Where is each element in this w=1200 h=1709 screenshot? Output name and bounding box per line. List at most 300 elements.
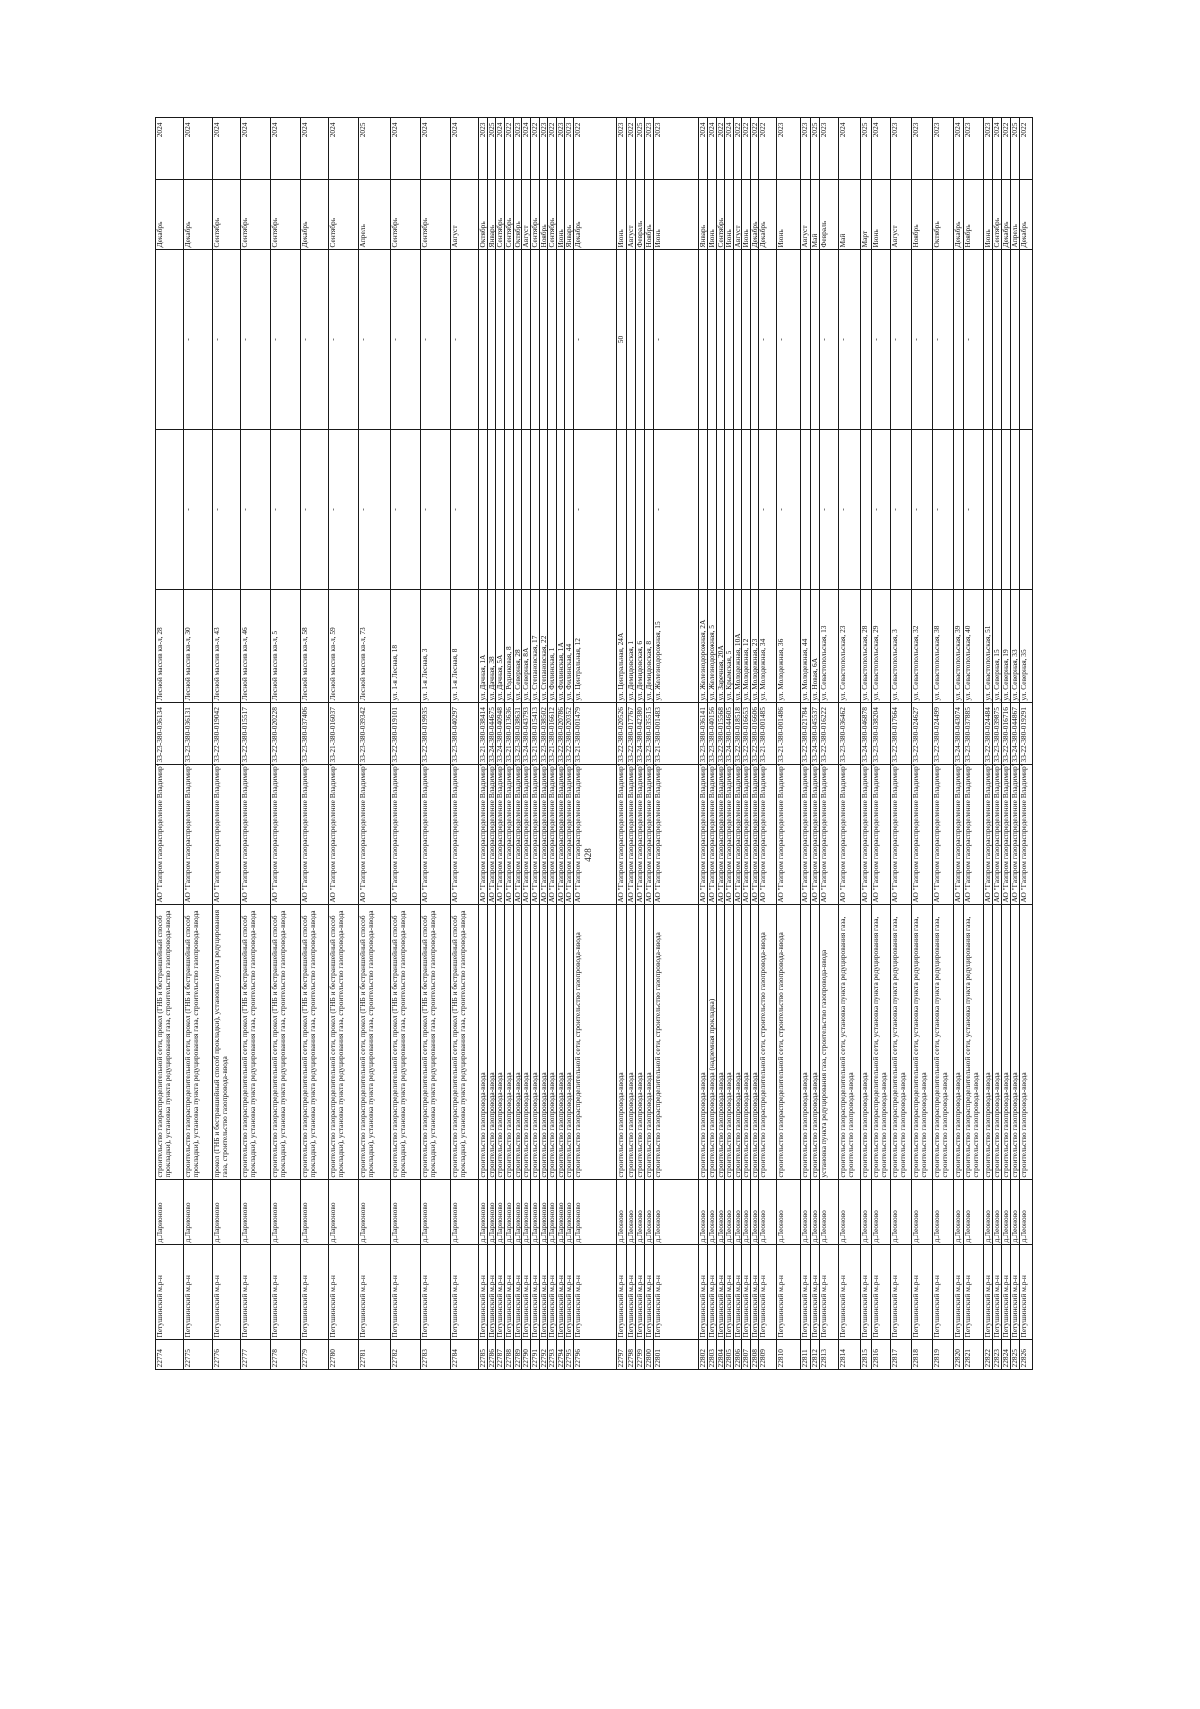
row-number <box>271 1340 301 1370</box>
month-cell <box>391 180 421 250</box>
organization-cell <box>451 765 479 905</box>
note-cell-b <box>548 250 557 430</box>
works-cell-text: строительство газопровода-ввода <box>530 1072 539 1178</box>
works-cell <box>184 905 213 1180</box>
district-cell <box>1020 1245 1033 1340</box>
note-cell-b <box>241 250 271 430</box>
organization-cell-text: АО "Газпром газораспределение Владимир" <box>539 763 548 903</box>
note-cell-a <box>759 430 777 590</box>
organization-cell-text: АО "Газпром газораспределение Владимир" <box>741 763 750 903</box>
note-cell-b <box>271 250 301 430</box>
note-cell-b <box>617 250 627 430</box>
district-cell-text: Петушинский м.р-н <box>953 1275 962 1338</box>
month-cell-text: Март <box>860 230 869 248</box>
organization-cell <box>933 765 954 905</box>
organization-cell-text: АО "Газпром газораспределение Владимир" <box>513 763 522 903</box>
address-cell-text: ул. Молодежная, 34 <box>758 638 767 701</box>
note-cell-a-text: - <box>573 508 582 511</box>
row-number-text: 22782 <box>390 1349 399 1368</box>
organization-cell <box>391 765 421 905</box>
row-number-text: 22806 <box>733 1349 742 1368</box>
year-cell-text: 2024 <box>992 122 1001 138</box>
month-cell-text: Июнь <box>653 229 662 248</box>
note-cell-a-text <box>617 432 626 588</box>
year-cell <box>156 118 184 180</box>
settlement-cell-text: д.Леоново <box>698 1210 707 1243</box>
works-cell-text: строительство газопровода-ввода <box>1001 1072 1010 1178</box>
settlement-cell-text: д.Леоново <box>838 1210 847 1243</box>
organization-cell-text: АО "Газпром газораспределение Владимир" <box>547 763 556 903</box>
organization-cell <box>759 765 777 905</box>
district-cell-text: Петушинский м.р-н <box>530 1275 539 1338</box>
cadastral-number-cell-text: 33-23-380-038204 <box>871 707 880 763</box>
row-number-text: 22805 <box>724 1349 733 1368</box>
note-cell-b-text: - <box>420 338 429 341</box>
settlement-cell-text: д.Ларионово <box>487 1202 496 1243</box>
district-cell <box>654 1245 699 1340</box>
works-cell <box>271 905 301 1180</box>
year-cell <box>213 118 241 180</box>
year-cell <box>891 118 912 180</box>
organization-cell-text: АО "Газпром газораспределение Владимир" <box>300 763 309 903</box>
note-cell-b-text: - <box>890 338 899 341</box>
address-cell-text: ул. Севастопольская, 13 <box>819 625 828 701</box>
organization-cell-text: АО "Газпром газораспределение Владимир" <box>750 763 759 903</box>
note-cell-a-text <box>505 432 513 588</box>
year-cell-text: 2024 <box>450 122 459 138</box>
works-cell-text: строительство газопровода-ввода <box>750 1072 759 1178</box>
table-row <box>654 118 699 1370</box>
year-cell-text: 2023 <box>800 122 809 138</box>
address-cell-text: ул. Северная, 33 <box>1010 649 1019 701</box>
note-cell-a <box>1002 430 1011 590</box>
note-cell-b <box>777 250 801 430</box>
month-cell-text: Декабрь <box>1019 221 1028 248</box>
year-cell <box>1020 118 1033 180</box>
district-cell-text: Петушинский м.р-н <box>932 1275 941 1338</box>
year-cell <box>912 118 933 180</box>
month-cell-text: Сентябрь <box>716 217 725 248</box>
year-cell-text: 2025 <box>358 122 367 138</box>
note-cell-b-text: - <box>573 338 582 341</box>
month-cell-text: Декабрь <box>758 221 767 248</box>
note-cell-b <box>627 250 636 430</box>
month-cell <box>964 180 984 250</box>
row-number <box>359 1340 391 1370</box>
organization-cell-text: АО "Газпром газораспределение Владимир" <box>635 763 644 903</box>
organization-cell-text: АО "Газпром газораспределение Владимир" <box>819 763 828 903</box>
row-number-text: 22793 <box>547 1349 556 1368</box>
works-cell <box>301 905 329 1180</box>
address-cell <box>759 590 777 703</box>
year-cell-text: 2023 <box>513 122 522 138</box>
address-cell <box>574 590 617 703</box>
cadastral-number-cell-text: 33-23-380-036134 <box>155 707 164 763</box>
note-cell-b-text <box>699 252 707 428</box>
settlement-cell <box>359 1180 391 1245</box>
note-cell-a-text <box>479 432 487 588</box>
month-cell <box>156 180 184 250</box>
month-cell-text: Июнь <box>724 229 733 248</box>
year-cell-text: 2023 <box>539 122 548 138</box>
year-cell-text: 2024 <box>328 122 337 138</box>
settlement-cell-text: д.Леоново <box>860 1210 869 1243</box>
month-cell-text: Апрель <box>358 224 367 248</box>
year-cell-text: 2023 <box>653 122 662 138</box>
cadastral-number-cell-text: 33-22-380-016222 <box>819 707 828 763</box>
table-row <box>391 118 421 1370</box>
works-cell-text: строительство газопровода-ввода <box>1010 1072 1019 1178</box>
note-cell-a-text <box>645 432 653 588</box>
note-cell-a <box>801 430 811 590</box>
address-cell <box>241 590 271 703</box>
row-number-text: 22787 <box>495 1349 504 1368</box>
year-cell-text: 2022 <box>733 122 742 138</box>
works-cell-text: строительство газопровода-ввода <box>635 1072 644 1178</box>
note-cell-b-text <box>801 252 810 428</box>
note-cell-b-text: - <box>270 338 279 341</box>
note-cell-b-text <box>734 252 741 428</box>
organization-cell-text: АО "Газпром газораспределение Владимир" <box>932 763 941 903</box>
month-cell-text: Ноябрь <box>963 224 972 248</box>
note-cell-a-text <box>1011 432 1019 588</box>
table-row <box>820 118 839 1370</box>
address-cell-text: ул. Молодежная, 12 <box>741 638 750 701</box>
note-cell-a-text <box>514 432 521 588</box>
district-cell <box>777 1245 801 1340</box>
district-cell-text: Петушинский м.р-н <box>707 1275 716 1338</box>
works-cell-text: строительство газопровода-ввода <box>800 1072 809 1178</box>
note-cell-b <box>391 250 421 430</box>
month-cell-text: Декабрь <box>750 221 759 248</box>
note-cell-b-text <box>540 252 547 428</box>
address-cell <box>213 590 241 703</box>
address-cell-text: ул. Северная, 19 <box>1001 649 1010 701</box>
address-cell-text: Лесной массив кв-л, 5 <box>270 630 279 701</box>
row-number-text: 22825 <box>1010 1349 1019 1368</box>
note-cell-a-text <box>742 432 750 588</box>
note-cell-b-text <box>1020 252 1032 428</box>
table-row <box>759 118 777 1370</box>
note-cell-a-text <box>531 432 539 588</box>
settlement-cell-text: д.Леоново <box>1001 1210 1010 1243</box>
works-cell <box>451 905 479 1180</box>
table-row <box>329 118 359 1370</box>
district-cell <box>329 1245 359 1340</box>
settlement-cell <box>954 1180 964 1245</box>
organization-cell <box>912 765 933 905</box>
row-number <box>156 1340 184 1370</box>
organization-cell-text: АО "Газпром газораспределение Владимир" <box>653 763 662 903</box>
address-cell <box>912 590 933 703</box>
month-cell <box>241 180 271 250</box>
year-cell-text: 2024 <box>871 122 880 138</box>
settlement-cell <box>301 1180 329 1245</box>
cadastral-number-cell-text: 33-24-380-042380 <box>635 707 644 763</box>
year-cell-text: 2022 <box>716 122 725 138</box>
note-cell-a-text <box>993 432 1001 588</box>
month-cell-text: Январь <box>564 224 573 248</box>
organization-cell-text: АО "Газпром газораспределение Владимир" <box>504 763 513 903</box>
note-cell-b-text: - <box>963 338 972 341</box>
cadastral-number-cell <box>654 703 699 765</box>
note-cell-a <box>984 430 993 590</box>
address-cell-text: ул. Демидовская, 6 <box>635 640 644 701</box>
year-cell <box>933 118 954 180</box>
month-cell-text: Июнь <box>707 229 716 248</box>
cadastral-number-cell-text: 33-22-380-018518 <box>733 707 742 763</box>
works-cell <box>329 905 359 1180</box>
row-number-text: 22780 <box>328 1349 337 1368</box>
organization-cell-text: АО "Газпром газораспределение Владимир" <box>1010 763 1019 903</box>
table-row <box>156 118 184 1370</box>
note-cell-b <box>964 250 984 430</box>
settlement-cell <box>759 1180 777 1245</box>
row-number <box>759 1340 777 1370</box>
cadastral-number-cell-text: 33-21-380-013636 <box>504 707 513 763</box>
works-cell-text: строительство газопровода-ввода <box>724 1072 733 1178</box>
organization-cell-text: АО "Газпром газораспределение Владимир" <box>328 763 337 903</box>
cadastral-number-cell <box>891 703 912 765</box>
district-cell-text: Петушинский м.р-н <box>358 1275 367 1338</box>
settlement-cell-text: д.Ларионово <box>573 1202 582 1243</box>
organization-cell-text: АО "Газпром газораспределение Владимир" <box>838 763 847 903</box>
note-cell-a <box>708 430 717 590</box>
note-cell-a-text: - <box>183 508 192 511</box>
note-cell-b-text <box>725 252 733 428</box>
settlement-cell-text: д.Леоново <box>750 1210 759 1243</box>
settlement-cell <box>329 1180 359 1245</box>
organization-cell-text: АО "Газпром газораспределение Владимир" <box>800 763 809 903</box>
note-cell-a-text: - <box>819 508 828 511</box>
month-cell-text: Май <box>810 233 819 248</box>
table-row <box>777 118 801 1370</box>
settlement-cell-text: д.Ларионово <box>564 1202 573 1243</box>
works-cell-text: строительство газораспределительной сети, прокол (ГНБ и бестраншейный способ прокладки), установка пункта редуцирования газа, строительство газопровода-ввода <box>390 910 407 1178</box>
row-number-text: 22814 <box>838 1349 847 1368</box>
works-cell-text: строительство газораспределительной сети, установка пункта редуцирования газа, строительство газопровода-ввода <box>838 916 855 1178</box>
settlement-cell <box>933 1180 954 1245</box>
month-cell <box>891 180 912 250</box>
district-cell-text: Петушинский м.р-н <box>573 1275 582 1338</box>
note-cell-a <box>1011 430 1020 590</box>
organization-cell-text: АО "Газпром газораспределение Владимир" <box>487 763 496 903</box>
year-cell <box>861 118 872 180</box>
settlement-cell-text: д.Ларионово <box>521 1202 530 1243</box>
month-cell-text: Август <box>800 225 809 248</box>
note-cell-a <box>891 430 912 590</box>
page-number: 428 <box>583 848 593 862</box>
cadastral-number-cell-text: 33-21-380-001485 <box>758 707 767 763</box>
organization-cell-text: АО "Газпром газораспределение Владимир" <box>776 763 785 903</box>
works-cell <box>213 905 241 1180</box>
year-cell-text: 2024 <box>155 122 164 138</box>
note-cell-a <box>872 430 891 590</box>
settlement-cell <box>891 1180 912 1245</box>
cadastral-number-cell-text: 33-24-380-040948 <box>495 707 504 763</box>
address-cell <box>156 590 184 703</box>
works-cell-text: строительство газораспределительной сети, прокол (ГНБ и бестраншейный способ прокладки), установка пункта редуцирования газа, строительство газопровода-ввода <box>240 910 257 1178</box>
note-cell-a-text: - <box>390 508 399 511</box>
district-cell <box>213 1245 241 1340</box>
settlement-cell-text: д.Леоново <box>707 1210 716 1243</box>
district-cell-text: Петушинский м.р-н <box>504 1275 513 1338</box>
row-number <box>777 1340 801 1370</box>
table-row <box>617 118 627 1370</box>
note-cell-a <box>654 430 699 590</box>
note-cell-a-text <box>627 432 635 588</box>
month-cell <box>861 180 872 250</box>
cadastral-number-cell-text: 33-23-380-035515 <box>644 707 653 763</box>
note-cell-a-text: - <box>212 508 221 511</box>
row-number-text: 22776 <box>212 1349 221 1368</box>
address-cell <box>777 590 801 703</box>
cadastral-number-cell <box>1020 703 1033 765</box>
year-cell-text: 2024 <box>420 122 429 138</box>
organization-cell-text: АО "Газпром газораспределение Владимир" <box>716 763 725 903</box>
note-cell-b <box>839 250 861 430</box>
district-cell-text: Петушинский м.р-н <box>741 1275 750 1338</box>
note-cell-b <box>1002 250 1011 430</box>
cadastral-number-cell <box>271 703 301 765</box>
note-cell-a-text: - <box>420 508 429 511</box>
month-cell <box>1020 180 1033 250</box>
note-cell-a-text <box>725 432 733 588</box>
cadastral-number-cell-text: 33-22-380-015568 <box>716 707 725 763</box>
address-cell-text: ул. Дачная, 38 <box>487 656 496 701</box>
works-cell-text: строительство газораспределительной сети, установка пункта редуцирования газа, строительство газопровода-ввода <box>932 916 949 1178</box>
year-cell <box>421 118 451 180</box>
month-cell-text: Июнь <box>741 229 750 248</box>
note-cell-a-text: - <box>300 508 309 511</box>
cadastral-number-cell <box>391 703 421 765</box>
works-cell <box>777 905 801 1180</box>
year-cell <box>801 118 811 180</box>
note-cell-b-text: - <box>871 338 880 341</box>
month-cell-text: Декабрь <box>953 221 962 248</box>
works-cell-text: строительство газопровода-ввода <box>556 1072 565 1178</box>
cadastral-number-cell-text: 33-22-380-021784 <box>800 707 809 763</box>
district-cell-text: Петушинский м.р-н <box>800 1275 809 1338</box>
cadastral-number-cell-text: 33-23-380-036462 <box>838 707 847 763</box>
cadastral-number-cell <box>954 703 964 765</box>
settlement-cell-text: д.Ларионово <box>478 1202 487 1243</box>
settlement-cell <box>964 1180 984 1245</box>
year-cell-text: 2024 <box>495 122 504 138</box>
organization-cell <box>820 765 839 905</box>
row-number <box>954 1340 964 1370</box>
note-cell-a-text <box>522 432 530 588</box>
note-cell-b <box>725 250 734 430</box>
row-number-text: 22823 <box>992 1349 1001 1368</box>
works-cell-text: строительство газопровода-ввода <box>564 1072 573 1178</box>
district-cell-text: Петушинский м.р-н <box>838 1275 847 1338</box>
table-row <box>839 118 861 1370</box>
cadastral-number-cell-text: 33-21-380-001479 <box>573 707 582 763</box>
note-cell-a-text <box>1020 432 1032 588</box>
note-cell-a <box>725 430 734 590</box>
year-cell-text: 2024 <box>953 122 962 138</box>
year-cell-text: 2023 <box>478 122 487 138</box>
district-cell-text: Петушинский м.р-н <box>240 1275 249 1338</box>
row-number-text: 22796 <box>573 1349 582 1368</box>
cadastral-number-cell-text: 33-23-380-039875 <box>992 707 1001 763</box>
note-cell-a-text <box>708 432 716 588</box>
district-cell <box>964 1245 984 1340</box>
cadastral-number-cell-text: 33-24-380-044675 <box>487 707 496 763</box>
note-cell-b <box>496 250 505 430</box>
works-cell <box>964 905 984 1180</box>
organization-cell <box>872 765 891 905</box>
note-cell-b-text: - <box>819 338 828 341</box>
settlement-cell-text: д.Ларионово <box>420 1202 429 1243</box>
district-cell-text: Петушинский м.р-н <box>328 1275 337 1338</box>
settlement-cell <box>391 1180 421 1245</box>
note-cell-a-text: - <box>758 508 767 511</box>
settlement-cell <box>654 1180 699 1245</box>
organization-cell <box>271 765 301 905</box>
works-cell-text: строительство газораспределительной сети, строительство газопровода-ввода <box>653 932 662 1178</box>
note-cell-b <box>540 250 548 430</box>
month-cell <box>574 180 617 250</box>
year-cell <box>872 118 891 180</box>
note-cell-a <box>271 430 301 590</box>
year-cell <box>964 118 984 180</box>
district-cell <box>801 1245 811 1340</box>
district-cell-text: Петушинский м.р-н <box>992 1275 1001 1338</box>
cadastral-number-cell-text: 33-22-380-017664 <box>890 707 899 763</box>
note-cell-a <box>548 430 557 590</box>
district-cell-text: Петушинский м.р-н <box>616 1275 625 1338</box>
works-cell-text: строительство газопровода-ввода (надземная прокладка) <box>707 998 716 1178</box>
organization-cell-text: АО "Газпром газораспределение Владимир" <box>1001 763 1010 903</box>
address-cell-text: ул. Демидовская, 1 <box>626 640 635 701</box>
address-cell-text: Лесной массив кв-л, 46 <box>240 627 249 701</box>
row-number <box>654 1340 699 1370</box>
works-cell <box>654 905 699 1180</box>
note-cell-a <box>627 430 636 590</box>
district-cell-text: Петушинский м.р-н <box>626 1275 635 1338</box>
year-cell-text: 2022 <box>573 122 582 138</box>
row-number-text: 22774 <box>155 1349 164 1368</box>
organization-cell-text: АО "Газпром газораспределение Владимир" <box>556 763 565 903</box>
works-cell <box>891 905 912 1180</box>
row-number <box>617 1340 627 1370</box>
month-cell-text: Июнь <box>776 229 785 248</box>
works-cell-text: строительство газораспределительной сети, установка пункта редуцирования газа, строительство газопровода-ввода <box>911 916 928 1178</box>
row-number-text: 22777 <box>240 1349 249 1368</box>
row-number <box>421 1340 451 1370</box>
month-cell-text: Май <box>838 233 847 248</box>
district-cell <box>759 1245 777 1340</box>
settlement-cell-text: д.Леоново <box>716 1210 725 1243</box>
note-cell-a <box>479 430 488 590</box>
year-cell-text: 2025 <box>810 122 819 138</box>
organization-cell <box>839 765 861 905</box>
settlement-cell-text: д.Леоново <box>776 1210 785 1243</box>
district-cell-text: Петушинский м.р-н <box>1019 1275 1028 1338</box>
year-cell <box>820 118 839 180</box>
cadastral-number-cell-text: 33-22-380-017767 <box>626 707 635 763</box>
works-cell <box>421 905 451 1180</box>
year-cell-text: 2023 <box>556 122 565 138</box>
row-number-text: 22795 <box>564 1349 573 1368</box>
organization-cell-text: АО "Газпром газораспределение Владимир" <box>390 763 399 903</box>
row-number-text: 22816 <box>871 1349 880 1368</box>
row-number-text: 22788 <box>504 1349 513 1368</box>
settlement-cell-text: д.Леоново <box>911 1210 920 1243</box>
table-row <box>964 118 984 1370</box>
